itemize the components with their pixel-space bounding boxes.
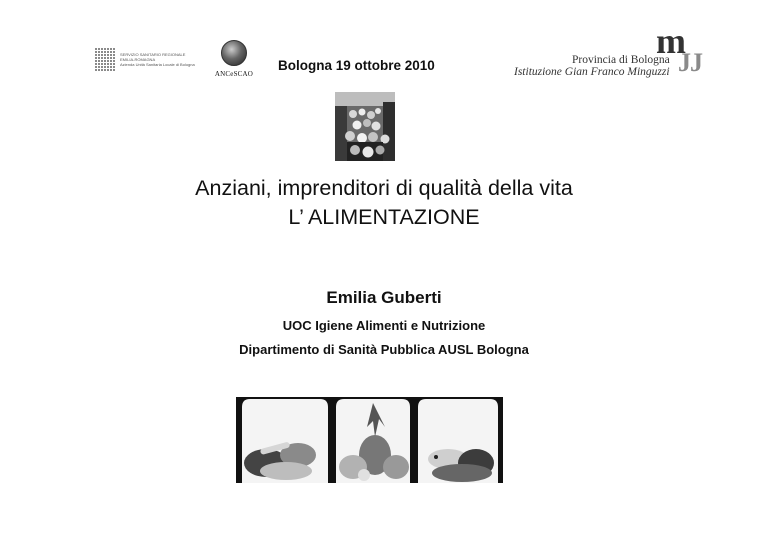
slide-title-line-2: L’ ALIMENTAZIONE [288, 205, 480, 229]
regional-health-service-logo [94, 46, 212, 76]
logo-text-line-3: Azienda Unità Sanitaria Locale di Bologna [120, 62, 195, 67]
logo-text-line-1: SERVIZIO SANITARIO REGIONALE [120, 52, 186, 57]
event-date: Bologna 19 ottobre 2010 [278, 58, 435, 73]
province-name: Provincia di Bologna [572, 54, 670, 66]
ancescao-logo-text: ANCeSCAO [214, 70, 254, 78]
monogram-jj: JJ [678, 48, 702, 77]
crowd-photo-graphic [335, 92, 395, 161]
crowd-photo [335, 92, 395, 161]
author-name: Emilia Guberti [326, 288, 442, 307]
globe-icon [221, 40, 247, 66]
ancescao-logo [214, 40, 254, 80]
slide-title-line-1: Anziani, imprenditori di qualità della vita [195, 176, 573, 200]
unit-line-2: Dipartimento di Sanità Pubblica AUSL Bologna [239, 342, 529, 357]
monogram-m: m [656, 21, 684, 61]
grid-emblem-icon [94, 48, 116, 72]
unit-line-1: UOC Igiene Alimenti e Nutrizione [282, 318, 486, 333]
institution-name: Istituzione Gian Franco Minguzzi [514, 66, 670, 78]
food-banner-graphic [236, 397, 503, 483]
food-banner [236, 397, 503, 483]
logo-text-line-2: EMILIA-ROMAGNA [120, 57, 156, 62]
